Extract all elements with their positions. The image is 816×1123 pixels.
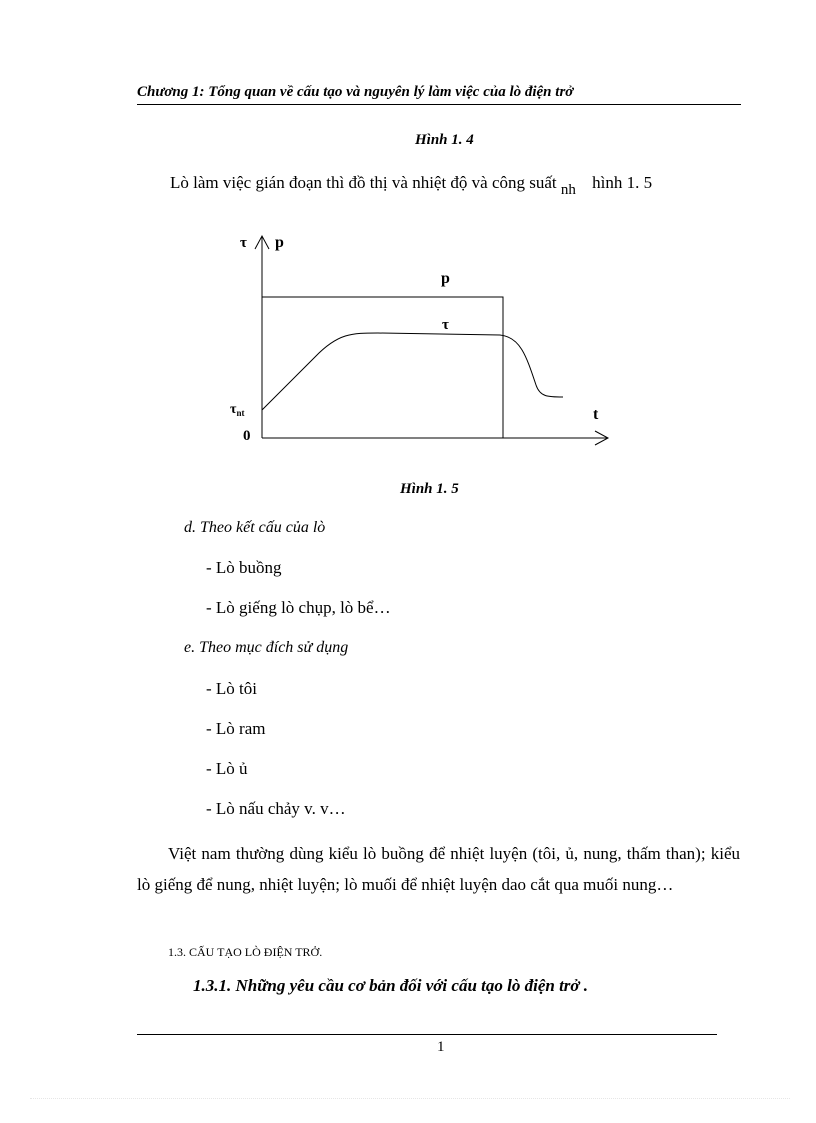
tau-start-label: $\tau_{nt}$ [230,402,245,418]
intro-text: Lò làm việc gián đoạn thì đồ thị và nhiệt độ và công suất [170,173,557,192]
power-curve [262,297,503,438]
origin-label: 0 [243,428,251,444]
intro-subscript: nh [560,182,576,198]
curve-label-tau: τ [442,317,449,333]
page-header-title: Chương 1: Tổng quan về cấu tạo và nguyên lý làm việc của lò điện trở [137,84,574,100]
list-item: - Lò buồng [206,558,282,577]
figure-1-5-diagram [220,225,620,455]
list-item: - Lò tôi [206,679,257,698]
curve-label-p: p [441,270,450,287]
section-1-3-1-heading: 1.3.1. Những yêu cầu cơ bản đối với cấu tạo lò điện trở . [193,976,589,995]
temperature-curve [262,333,563,410]
section-e-heading: e. Theo mục đích sử dụng [184,639,349,656]
list-item: - Lò ram [206,719,266,738]
section-d-heading: d. Theo kết cấu của lò [184,519,326,536]
page-number: 1 [437,1039,445,1055]
page-bottom-dotted-line [30,1098,790,1099]
y-label-p: p [275,234,284,251]
intro-figure-ref: hình 1. 5 [592,173,653,192]
x-label-t: t [593,406,599,423]
list-item: - Lò nấu chảy v. v… [206,799,346,818]
list-item: - Lò giếng lò chụp, lò bể… [206,598,391,617]
list-item: - Lò ủ [206,759,248,778]
section-1-3-heading: 1.3. CẤU TẠO LÒ ĐIỆN TRỞ. [168,945,323,959]
figure-1-4-caption: Hình 1. 4 [415,132,474,148]
intro-line [170,173,653,198]
footer-divider [137,1034,717,1035]
body-paragraph: Việt nam thường dùng kiểu lò buồng để nhiệt luyện (tôi, ủ, nung, thấm than); kiểu lò giếng để nung, nhiệt luyện; lò muối để nhiệt luyện dao cắt qua muối nung… [137,844,740,894]
figure-1-5-caption: Hình 1. 5 [400,481,459,497]
y-label-tau: τ [240,235,247,251]
header-divider [137,104,741,105]
